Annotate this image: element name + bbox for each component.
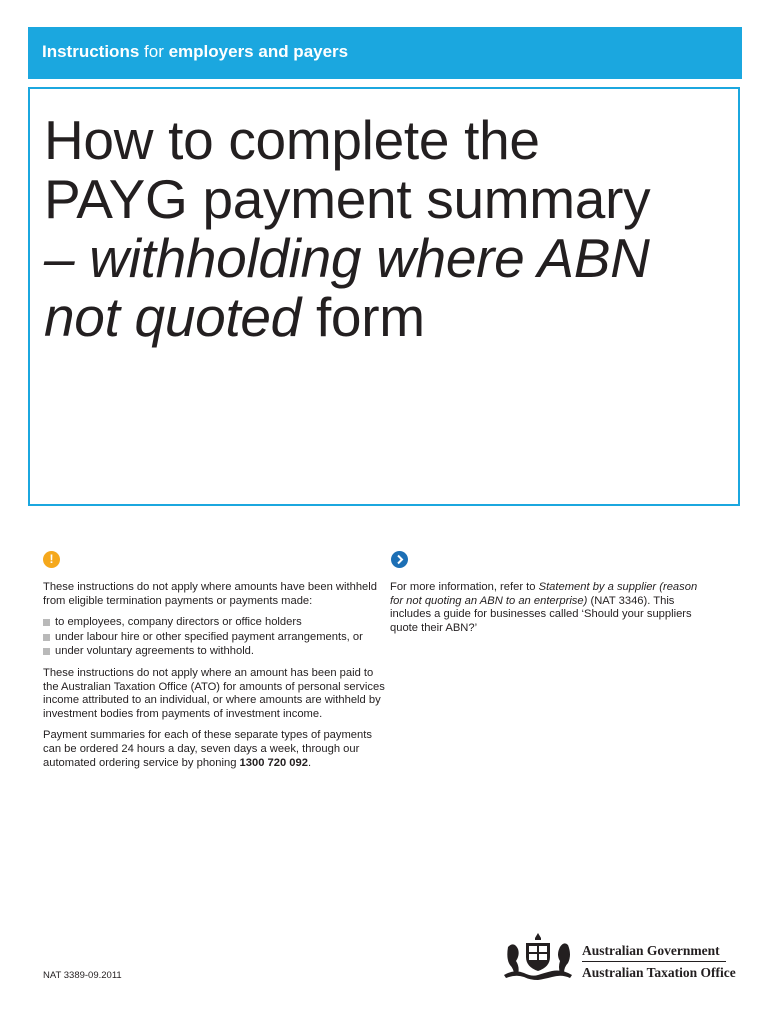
title-box (28, 87, 740, 506)
bullet-square-icon (43, 634, 50, 641)
exclusions-list (43, 616, 388, 659)
list-item-text: to employees, company directors or office holders (55, 616, 302, 629)
left-column (43, 581, 388, 778)
header-bar (28, 27, 742, 79)
ordering-text: Payment summaries for each of these separate types of payments can be ordered 24 hours a day, seven days a week, through our automated ordering service by phoning (43, 729, 372, 769)
list-item (43, 616, 388, 630)
title-line-2: PAYG payment summary (44, 168, 651, 230)
title-line-1: How to complete the (44, 109, 540, 171)
list-item (43, 645, 388, 659)
nat-code: NAT 3389-09.2011 (43, 970, 122, 981)
right-column (390, 581, 710, 643)
title-line-4-italic: not quoted (44, 286, 301, 348)
ordering-text-end: . (307, 756, 312, 769)
header-for: for (139, 42, 169, 61)
document-title (44, 111, 734, 347)
header-instructions: Instructions (42, 42, 140, 61)
bullet-square-icon (43, 648, 50, 655)
government-logo (498, 931, 736, 983)
info-text: For more information, refer to (390, 581, 539, 593)
title-line-3: – withholding where ABN (44, 227, 650, 289)
phone-number: 1300 720 092 (239, 756, 308, 769)
left-paragraph-1: These instructions do not apply where amounts have been withheld from eligible termination payments or payments made: (43, 581, 377, 607)
left-paragraph-2: These instructions do not apply where an amount has been paid to the Australian Taxation Office (ATO) for amounts of personal services income attributed to an individual, or where amounts are withheld by investment bodies from payments of investment income. (43, 666, 385, 720)
list-item-text: under voluntary agreements to withhold. (55, 645, 255, 658)
left-paragraph-3 (43, 729, 388, 770)
info-text-end: (NAT 3346). This includes a guide for businesses called ‘Should your suppliers quote their ABN?’ (390, 594, 692, 634)
title-line-4-plain: form (300, 286, 425, 348)
australian-government-label: Australian Government (582, 943, 720, 958)
logo-divider (582, 961, 726, 962)
list-item-text: under labour hire or other specified payment arrangements, or (55, 630, 363, 643)
ato-label: Australian Taxation Office (582, 965, 736, 980)
alert-icon: ! (43, 551, 60, 568)
list-item (43, 631, 388, 645)
arrow-right-icon (391, 551, 408, 568)
coat-of-arms-icon (498, 931, 578, 983)
publication-title: Statement by a supplier (reason for not quoting an ABN to an enterprise) (390, 581, 698, 607)
right-paragraph-1 (390, 581, 710, 635)
bullet-square-icon (43, 619, 50, 626)
header-audience: employers and payers (168, 42, 349, 61)
header-text (42, 42, 348, 62)
